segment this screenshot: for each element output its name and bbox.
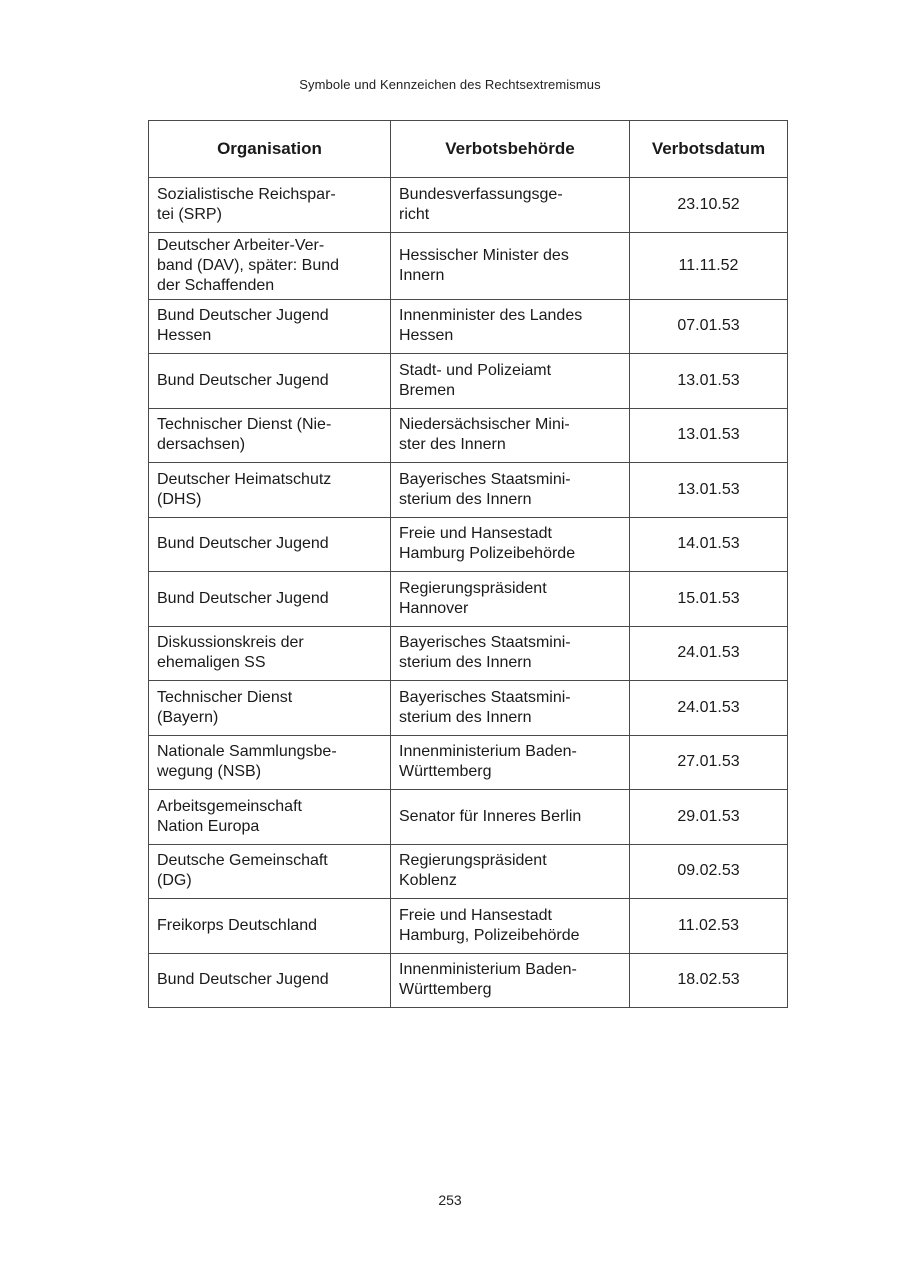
- table-row: [149, 790, 788, 845]
- cell-organisation: Bund Deutscher Jugend: [149, 572, 391, 627]
- cell-date: 11.02.53: [630, 899, 788, 954]
- cell-date: 15.01.53: [630, 572, 788, 627]
- running-header: Symbole und Kennzeichen des Rechtsextremismus: [299, 77, 601, 92]
- cell-date: 09.02.53: [630, 844, 788, 899]
- cell-authority: Senator für Inneres Berlin: [391, 790, 630, 845]
- cell-date: 18.02.53: [630, 953, 788, 1008]
- cell-date: 13.01.53: [630, 354, 788, 409]
- cell-date: 14.01.53: [630, 517, 788, 572]
- cell-authority: Bayerisches Staatsmini- sterium des Innern: [391, 681, 630, 736]
- cell-authority: Hessischer Minister des Innern: [391, 232, 630, 299]
- column-header-organisation: Organisation: [149, 121, 391, 178]
- cell-organisation: Bund Deutscher Jugend: [149, 354, 391, 409]
- table-row: [149, 299, 788, 354]
- cell-authority: Innenminister des Landes Hessen: [391, 299, 630, 354]
- cell-organisation: Technischer Dienst (Bayern): [149, 681, 391, 736]
- column-header-authority: Verbotsbehörde: [391, 121, 630, 178]
- table-row: [149, 572, 788, 627]
- cell-date: 13.01.53: [630, 463, 788, 518]
- cell-authority: Regierungspräsident Koblenz: [391, 844, 630, 899]
- cell-authority: Niedersächsischer Mini- ster des Innern: [391, 408, 630, 463]
- cell-organisation: Sozialistische Reichspar- tei (SRP): [149, 178, 391, 233]
- table-body: [149, 178, 788, 1008]
- cell-authority: Innenministerium Baden- Württemberg: [391, 953, 630, 1008]
- cell-organisation: Bund Deutscher Jugend Hessen: [149, 299, 391, 354]
- cell-date: 24.01.53: [630, 681, 788, 736]
- cell-date: 13.01.53: [630, 408, 788, 463]
- table-row: [149, 354, 788, 409]
- cell-authority: Bayerisches Staatsmini- sterium des Innern: [391, 626, 630, 681]
- table-row: [149, 844, 788, 899]
- cell-authority: Freie und Hansestadt Hamburg Polizeibehörde: [391, 517, 630, 572]
- table-row: [149, 953, 788, 1008]
- ban-table: [148, 120, 788, 1008]
- cell-date: 27.01.53: [630, 735, 788, 790]
- table-row: [149, 735, 788, 790]
- cell-organisation: Deutscher Arbeiter-Ver- band (DAV), später: Bund der Schaffenden: [149, 232, 391, 299]
- cell-organisation: Diskussionskreis der ehemaligen SS: [149, 626, 391, 681]
- table-row: [149, 408, 788, 463]
- cell-organisation: Deutsche Gemeinschaft (DG): [149, 844, 391, 899]
- cell-authority: Stadt- und Polizeiamt Bremen: [391, 354, 630, 409]
- table-row: [149, 232, 788, 299]
- table-row: [149, 178, 788, 233]
- table-row: [149, 899, 788, 954]
- cell-organisation: Deutscher Heimatschutz (DHS): [149, 463, 391, 518]
- cell-organisation: Freikorps Deutschland: [149, 899, 391, 954]
- table-row: [149, 517, 788, 572]
- cell-organisation: Arbeitsgemeinschaft Nation Europa: [149, 790, 391, 845]
- cell-organisation: Nationale Sammlungsbe- wegung (NSB): [149, 735, 391, 790]
- table-row: [149, 463, 788, 518]
- cell-authority: Freie und Hansestadt Hamburg, Polizeibehörde: [391, 899, 630, 954]
- cell-organisation: Bund Deutscher Jugend: [149, 953, 391, 1008]
- cell-authority: Bayerisches Staatsmini- sterium des Innern: [391, 463, 630, 518]
- cell-date: 11.11.52: [630, 232, 788, 299]
- cell-organisation: Bund Deutscher Jugend: [149, 517, 391, 572]
- cell-authority: Innenministerium Baden- Württemberg: [391, 735, 630, 790]
- table-row: [149, 681, 788, 736]
- cell-authority: Regierungspräsident Hannover: [391, 572, 630, 627]
- cell-date: 23.10.52: [630, 178, 788, 233]
- cell-date: 24.01.53: [630, 626, 788, 681]
- cell-date: 07.01.53: [630, 299, 788, 354]
- page-number: 253: [438, 1192, 462, 1208]
- table-header-row: [149, 121, 788, 178]
- table-row: [149, 626, 788, 681]
- column-header-date: Verbotsdatum: [630, 121, 788, 178]
- cell-date: 29.01.53: [630, 790, 788, 845]
- cell-authority: Bundesverfassungsge- richt: [391, 178, 630, 233]
- cell-organisation: Technischer Dienst (Nie- dersachsen): [149, 408, 391, 463]
